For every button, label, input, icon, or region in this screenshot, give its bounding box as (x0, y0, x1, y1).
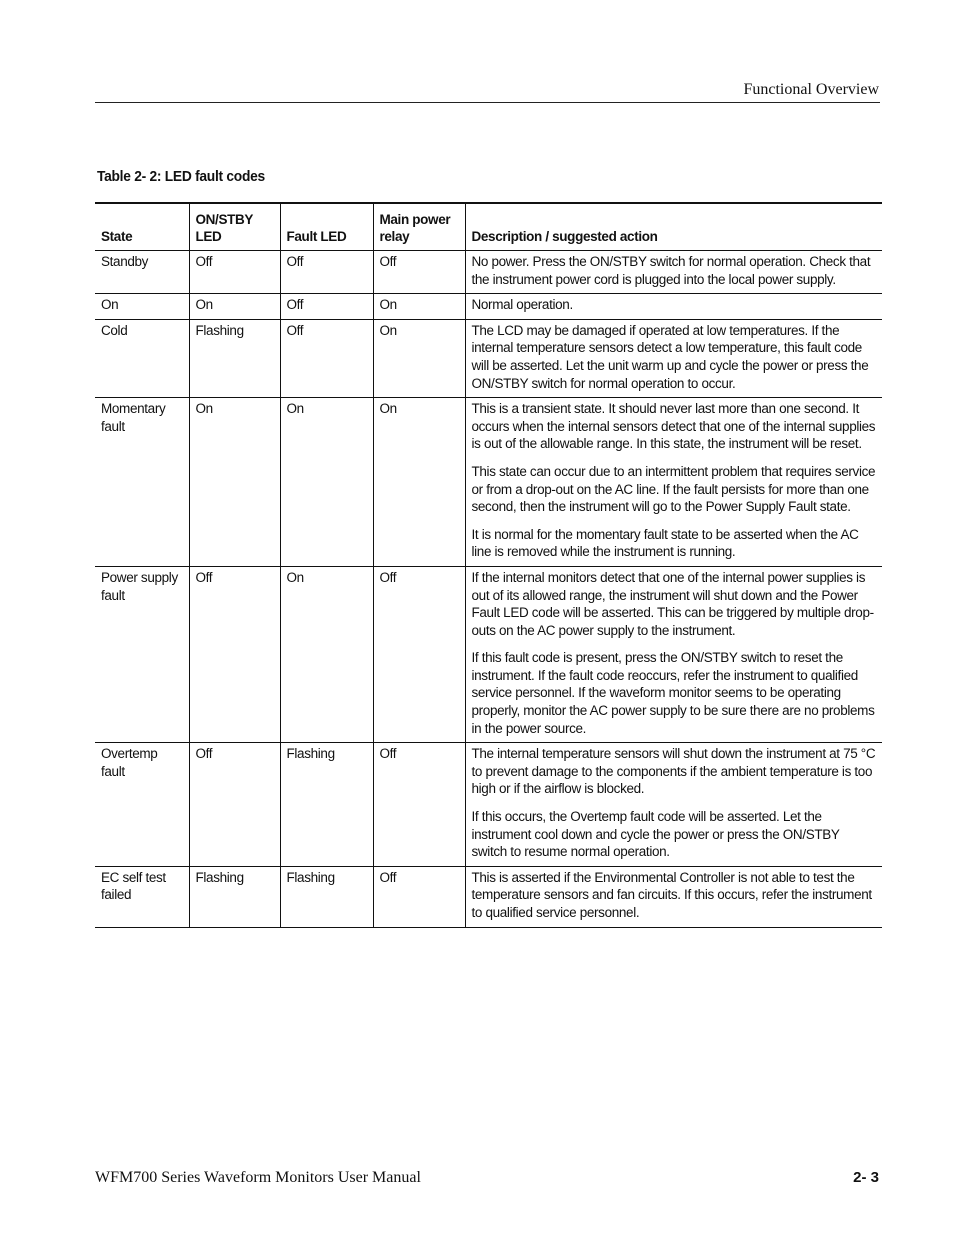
onstby-led-cell: Flashing (189, 319, 280, 397)
column-header-onstby-led: ON/STBY LED (189, 203, 280, 251)
running-header: Functional Overview (743, 81, 879, 98)
relay-cell: On (373, 294, 465, 320)
description-paragraph: If this fault code is present, press the ON/STBY switch to reset the instrument. If the fault code reoccurs, refer the instrument to qualified service personnel. If the waveform monitor seems to be operating properly, monitor the AC power supply to be sure there are no problems in the power source. (471, 650, 875, 736)
description-cell (465, 398, 882, 567)
table-row (95, 866, 882, 927)
description-paragraph: If this occurs, the Overtemp fault code will be asserted. Let the instrument cool down and cycle the power or press the ON/STBY switch to resume normal operation. (471, 809, 840, 860)
state-cell: Cold (95, 319, 189, 397)
fault-led-cell: Off (280, 294, 373, 320)
fault-led-cell: Off (280, 319, 373, 397)
description-paragraph: It is normal for the momentary fault state to be asserted when the AC line is removed while the instrument is running. (471, 526, 859, 560)
onstby-led-cell: On (189, 398, 280, 567)
fault-led-cell: Flashing (280, 866, 373, 927)
led-fault-codes-table (95, 202, 882, 928)
state-cell: Power supply fault (95, 566, 189, 742)
state-cell: EC self test failed (95, 866, 189, 927)
description-cell (465, 743, 882, 867)
description-paragraph: This is a transient state. It should never last more than one second. It occurs when the internal sensors detect that one of the internal supplies is out of the allowable range. In this state, the instrument will be reset. (471, 401, 876, 452)
table-row (95, 743, 882, 867)
table-header-row (95, 203, 882, 251)
description-cell (465, 566, 882, 742)
table-row (95, 251, 882, 294)
description-paragraph: This state can occur due to an intermittent problem that requires service or from a drop-out on the AC line. If the fault persists for more than one second, then the instrument will go to the Power Supply Fault state. (471, 463, 876, 515)
onstby-led-cell: Off (189, 251, 280, 294)
state-cell: On (95, 294, 189, 320)
table-row (95, 566, 882, 742)
description-cell (465, 319, 882, 397)
onstby-led-cell: Off (189, 743, 280, 867)
onstby-led-cell: Flashing (189, 866, 280, 927)
relay-cell: Off (373, 743, 465, 867)
page-number: 2- 3 (853, 1169, 879, 1186)
state-cell: Overtemp fault (95, 743, 189, 867)
fault-led-cell: Flashing (280, 743, 373, 867)
description-paragraph: The LCD may be damaged if operated at low temperatures. If the internal temperature sensors detect a low temperature, this fault code will be asserted. Let the unit warm up and cycle the power or press the ON/STBY switch for normal operation to occur. (471, 322, 869, 391)
table-row (95, 294, 882, 320)
onstby-led-cell: On (189, 294, 280, 320)
onstby-led-cell: Off (189, 566, 280, 742)
header-rule (95, 102, 880, 103)
relay-cell: On (373, 398, 465, 567)
fault-led-cell: Off (280, 251, 373, 294)
description-cell (465, 866, 882, 927)
table-row (95, 398, 882, 567)
relay-cell: On (373, 319, 465, 397)
column-header-fault-led: Fault LED (280, 203, 373, 251)
state-cell: Momentary fault (95, 398, 189, 567)
description-cell (465, 251, 882, 294)
description-cell (465, 294, 882, 320)
description-paragraph: Normal operation. (471, 297, 573, 313)
description-paragraph: No power. Press the ON/STBY switch for normal operation. Check that the instrument power cord is plugged into the local power supply. (471, 254, 871, 287)
state-cell: Standby (101, 254, 149, 269)
relay-cell: Off (373, 566, 465, 742)
column-header-state: State (95, 203, 189, 251)
fault-led-cell: On (280, 566, 373, 742)
description-paragraph: The internal temperature sensors will shut down the instrument at 75 °C to prevent damage to the components if the ambient temperature is too high or if the airflow is blocked. (471, 746, 876, 797)
fault-led-cell: On (280, 398, 373, 567)
running-footer-title: WFM700 Series Waveform Monitors User Manual (95, 1169, 421, 1186)
table-caption: Table 2- 2: LED fault codes (97, 168, 265, 185)
column-header-description: Description / suggested action (465, 203, 882, 251)
description-paragraph: This is asserted if the Environmental Controller is not able to test the temperature sensors and fan circuits. If this occurs, refer the instrument to qualified service personnel. (471, 869, 872, 920)
column-header-main-power-relay: Main power relay (373, 203, 465, 251)
description-paragraph: If the internal monitors detect that one of the internal power supplies is out of its allowed range, the instrument will shut down and the Power Fault LED code will be asserted. This can be triggered by multiple drop-outs on the AC power supply to the instrument. (471, 569, 874, 638)
relay-cell: Off (373, 866, 465, 927)
relay-cell: Off (373, 251, 465, 294)
table-row (95, 319, 882, 397)
